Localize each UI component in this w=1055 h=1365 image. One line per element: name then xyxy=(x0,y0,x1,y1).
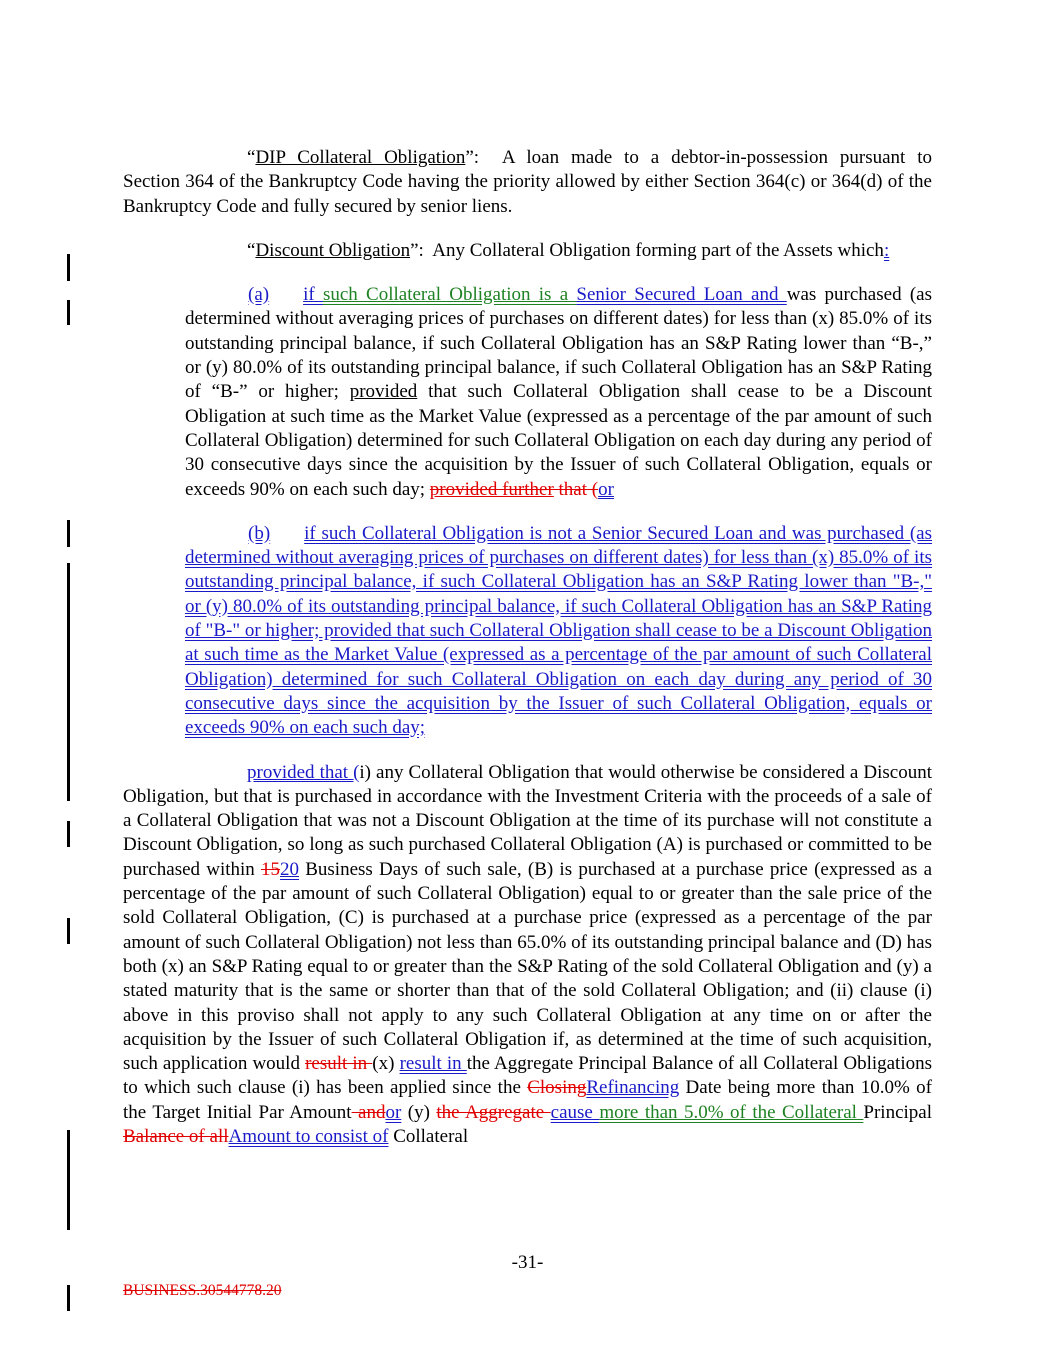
text-run-defined-term: DIP Collateral Obligation xyxy=(255,147,466,168)
change-bar xyxy=(67,563,70,801)
text-run-ins: result in xyxy=(399,1053,467,1075)
para-dip-collateral-obligation xyxy=(123,146,932,219)
proviso-paragraph xyxy=(123,761,932,1150)
change-bar xyxy=(67,918,70,944)
text-run-normal: ”: Any Collateral Obligation forming part of the Assets which xyxy=(410,239,884,261)
text-run-ins-green: more than 5.0% of the Collateral xyxy=(599,1101,864,1123)
text-run-ins: or xyxy=(598,478,614,500)
text-run-normal: i) any Collateral Obligation that would otherwise be considered a Discount Obligation, but that is purchased in accordance with the Investment Criteria with the proceeds of a sale of a Collateral Obligation that was not a Discount Obligation at the time of its purchase will not constitute a Discount Obligation, so long as such purchased Collateral Obligation (A) is purchased or committed to be purchased within xyxy=(123,761,932,880)
text-run-del: 15 xyxy=(261,858,281,880)
footer-document-id: BUSINESS.30544778.20 xyxy=(123,1282,282,1299)
text-run-normal: Date being more than 10.0% of the Target Initial Par Amount xyxy=(123,1077,933,1123)
text-run-normal: “ xyxy=(247,239,256,261)
text-run-del-underline: provided further xyxy=(429,478,554,500)
text-run-ins: 20 xyxy=(280,858,300,880)
change-bar xyxy=(67,1285,70,1311)
text-run-ins: Refinancing xyxy=(586,1077,680,1099)
text-run-defined-term: Discount Obligation xyxy=(255,239,411,261)
clause-b-paragraph xyxy=(185,522,932,741)
text-run-ins: or xyxy=(385,1101,402,1123)
text-run-ins: if such Collateral Obligation is not a Senior Secured Loan and was purchased (as determined without averaging prices of purchases on different dates) for less than (x) 85.0% of its outstanding principal balance, if such Collateral Obligation has an S&P Rating lower than "B-," or (y) 80.0% of its outstanding principal balance, if such Collateral Obligation has an S&P Rating of "B-" or higher; provided that such Collateral Obligation shall cease to be a Discount Obligation at such time as the Market Value (expressed as a percentage of the par amount of such Collateral Obligation) determined for such Collateral Obligation on each day during any period of 30 consecutive days since the acquisition by the Issuer of such Collateral Obligation, equals or exceeds 90% on each such day; xyxy=(185,522,932,739)
page-number: -31- xyxy=(511,1252,544,1273)
text-run-ins-label: (b) xyxy=(248,522,271,544)
text-run-normal: ”: A loan made to a debtor-in-possession pursuant to Section 364 of the Bankruptcy Code having the priority allowed by either Section 364(c) or 364(d) of the Bankruptcy Code and fully secured by senior liens. xyxy=(123,147,932,217)
para-discount-obligation-intro xyxy=(123,239,932,263)
text-run-del: result in xyxy=(305,1053,373,1075)
text-run-underline: provided xyxy=(349,381,418,403)
text-run-normal: that such Collateral Obligation shall cease to be a Discount Obligation at such time as the Market Value (expressed as a percentage of the par amount of such Collateral Obligation) determined for such Collateral Obligation on each day during any period of 30 consecutive days since the acquisition by the Issuer of such Collateral Obligation, equals or exceeds 90% on each such day; xyxy=(185,381,933,500)
change-bar xyxy=(67,520,70,547)
text-run-del: and xyxy=(351,1101,386,1123)
text-run-del: Balance of all xyxy=(123,1125,229,1147)
text-run-ins-label: (a) xyxy=(248,284,270,306)
change-bar xyxy=(67,254,70,281)
text-run-normal: “ xyxy=(247,147,256,168)
text-run-ins: provided that ( xyxy=(247,761,360,783)
text-run-normal: Collateral xyxy=(388,1125,469,1147)
text-run-del: the Aggregate xyxy=(436,1101,551,1123)
change-bar xyxy=(67,300,70,325)
text-run-normal: the Aggregate Principal Balance of all Collateral Obligations to which such clause (i) has been applied since the xyxy=(123,1053,933,1099)
change-bar xyxy=(67,821,70,847)
text-run-normal: (y) xyxy=(401,1101,437,1123)
text-run-ins-green: such Collateral Obligation is a xyxy=(322,284,577,306)
text-run-ins: cause xyxy=(550,1101,600,1123)
text-run-normal: (x) xyxy=(372,1053,400,1075)
text-run-normal: Principal xyxy=(863,1101,932,1123)
text-run-normal: Business Days of such sale, (B) is purchased at a purchase price (expressed as a percentage of the par amount of such Collateral Obligation) equal to or greater than the sale price of the sold Collateral Obligation, (C) is purchased at a purchase price (expressed as a percentage of the par amount of such Collateral Obligation) not less than 65.0% of its outstanding principal balance and (D) has both (x) an S&P Rating equal to or greater than the S&P Rating of the sold Collateral Obligation and (y) a stated maturity that is the same or shorter than that of the sold Collateral Obligation; and (ii) clause (i) above in this proviso shall not apply to any such Collateral Obligation at any time on or after the acquisition by the Issuer of such Collateral Obligation if, as determined at the time of such acquisition, such application would xyxy=(123,858,933,1075)
change-bar xyxy=(67,1130,70,1230)
text-run-ins: if xyxy=(303,284,323,306)
text-run-ins: : xyxy=(883,239,890,261)
text-run-del: Closing xyxy=(527,1077,587,1099)
text-run-ins: Amount to consist of xyxy=(228,1125,389,1147)
text-run-normal: was purchased (as determined without averaging prices of purchases on different dates) for less than (x) 85.0% of its outstanding principal balance, if such Collateral Obligation has an S&P Rating lower than “B-,” or (y) 80.0% of its outstanding principal balance, if such Collateral Obligation has an S&P Rating of “B-” or higher; xyxy=(185,284,932,403)
text-run-del: that ( xyxy=(553,478,599,500)
clause-a-paragraph xyxy=(185,283,932,502)
text-run-ins: Senior Secured Loan and xyxy=(576,284,787,306)
